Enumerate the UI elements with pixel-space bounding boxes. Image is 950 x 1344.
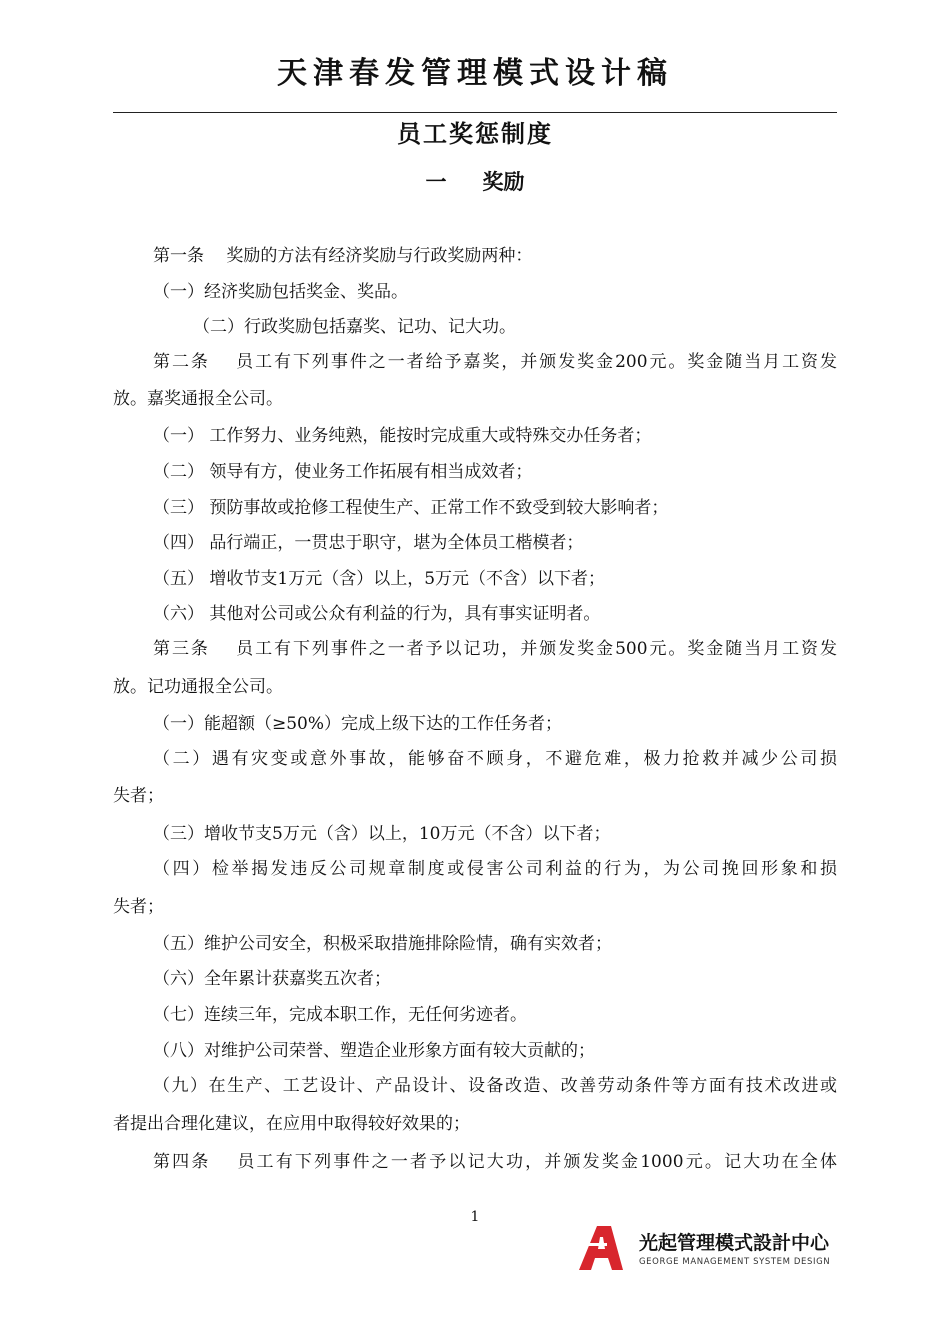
article-line: 失者；: [113, 786, 164, 806]
section-number: 一: [425, 170, 447, 194]
logo-english-name: GEORGE MANAGEMENT SYSTEM DESIGN: [639, 1257, 831, 1267]
article-line: （六） 其他对公司或公众有利益的行为，具有事实证明者。: [153, 604, 601, 624]
document-title: 员工奖惩制度: [397, 120, 553, 148]
article-line: （四）检举揭发违反公司规章制度或侵害公司利益的行为，为公司挽回形象和损: [153, 859, 837, 879]
article-line: 失者；: [113, 897, 164, 917]
article-line: （一）能超额（≥50%）完成上级下达的工作任务者；: [153, 714, 563, 734]
article-line: （六）全年累计获嘉奖五次者；: [153, 969, 391, 989]
article-line: （二） 领导有方，使业务工作拓展有相当成效者；: [153, 462, 533, 482]
logo-chinese-name: 光起管理模式設計中心: [639, 1232, 830, 1254]
section-heading: [0, 167, 950, 197]
article-line: 第三条 员工有下列事件之一者予以记功，并颁发奖金500元。奖金随当月工资发: [153, 639, 837, 659]
article-line: （二）遇有灾变或意外事故，能够奋不顾身，不避危难，极力抢救并减少公司损: [153, 749, 837, 769]
article-line: （二）行政奖励包括嘉奖、记功、记大功。: [193, 317, 516, 337]
article-line: （七）连续三年，完成本职工作，无任何劣迹者。: [153, 1005, 527, 1025]
logo-a-icon: [577, 1225, 625, 1271]
article-line: 第一条 奖励的方法有经济奖励与行政奖励两种：: [153, 246, 533, 266]
article-line: （三）增收节支5万元（含）以上，10万元（不含）以下者；: [153, 824, 611, 844]
article-line: 放。嘉奖通报全公司。: [113, 389, 283, 409]
article-line: （一） 工作努力、业务纯熟，能按时完成重大或特殊交办任务者；: [153, 426, 652, 446]
section-title: 奖励: [482, 170, 525, 194]
company-logo: [577, 1225, 839, 1275]
article-line: （八）对维护公司荣誉、塑造企业形象方面有较大贡献的；: [153, 1041, 595, 1061]
article-line: （四） 品行端正，一贯忠于职守，堪为全体员工楷模者；: [153, 533, 584, 553]
article-line: 第二条 员工有下列事件之一者给予嘉奖，并颁发奖金200元。奖金随当月工资发: [153, 352, 837, 372]
article-line: 第四条 员工有下列事件之一者予以记大功，并颁发奖金1000元。记大功在全体: [153, 1152, 837, 1172]
article-line: 放。记功通报全公司。: [113, 677, 283, 697]
article-line: （一）经济奖励包括奖金、奖品。: [153, 282, 408, 302]
header-divider: [113, 112, 837, 113]
page-number: 1: [470, 1209, 480, 1225]
header-title: 天津春发管理模式设计稿: [277, 56, 673, 91]
article-line: （五）维护公司安全，积极采取措施排除险情，确有实效者；: [153, 934, 612, 954]
article-line: （三） 预防事故或抢修工程使生产、正常工作不致受到较大影响者；: [153, 498, 669, 518]
article-line: （五） 增收节支1万元（含）以上，5万元（不含）以下者；: [153, 569, 606, 589]
article-line: 者提出合理化建议，在应用中取得较好效果的；: [113, 1114, 470, 1134]
article-line: （九）在生产、工艺设计、产品设计、设备改造、改善劳动条件等方面有技术改进或: [153, 1076, 837, 1096]
